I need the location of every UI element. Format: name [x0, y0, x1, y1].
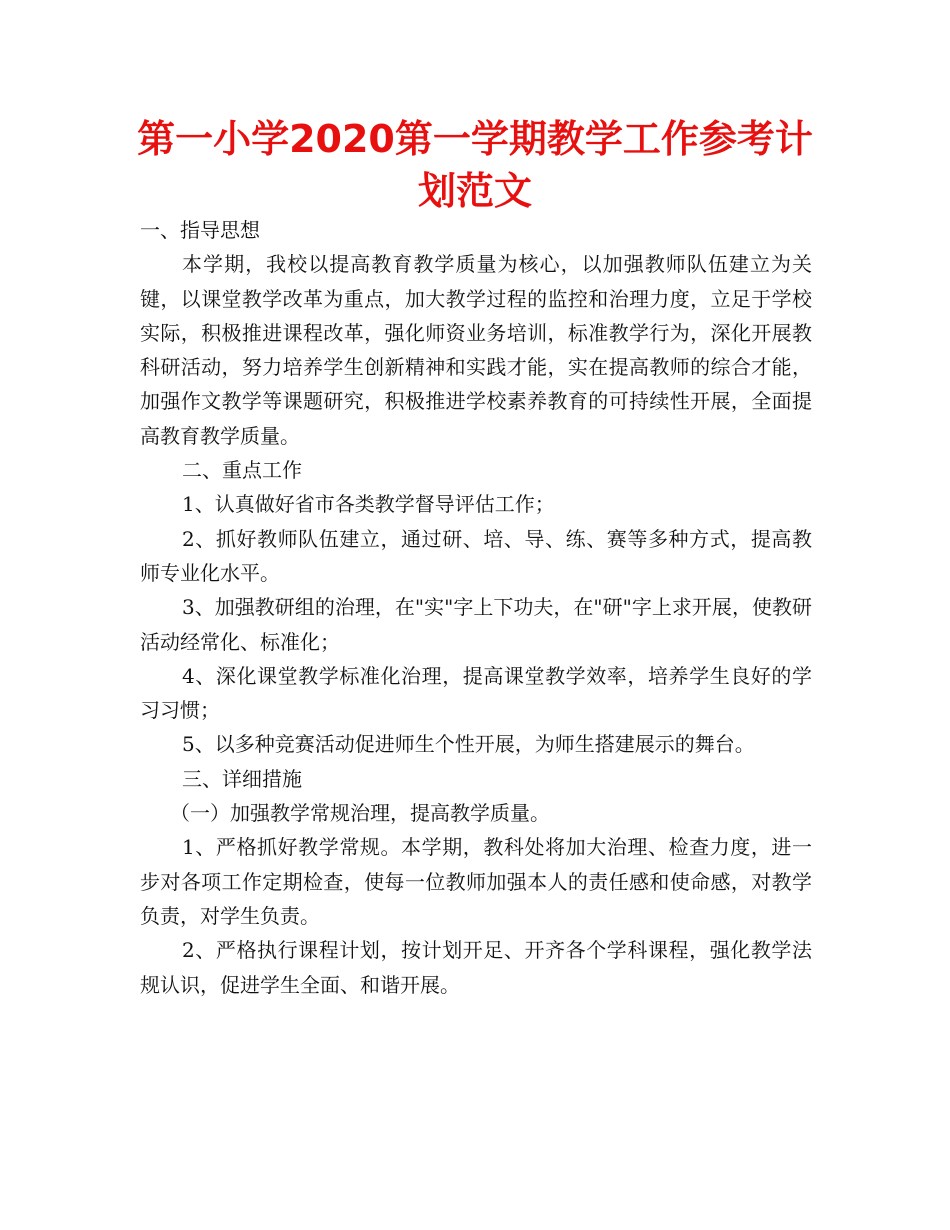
document-title: 第一小学2020第一学期教学工作参考计划范文: [137, 117, 813, 213]
list-item: 1、严格抓好教学常规。本学期，教科处将加大治理、检查力度，进一步对各项工作定期检查，使每一位教师加强本人的责任感和使命感，对教学负责，对学生负责。: [140, 835, 812, 928]
list-item: 2、抓好教师队伍建立，通过研、培、导、练、赛等多种方式，提高教师专业化水平。: [140, 526, 812, 585]
subheading-routine-management: （一）加强教学常规治理，提高教学质量。: [170, 801, 550, 826]
heading-measures: 三、详细措施: [182, 766, 302, 791]
document-body: [140, 213, 812, 1002]
heading-key-work: 二、重点工作: [182, 458, 302, 483]
list-item: 3、加强教研组的治理，在"实"字上下功夫，在"研"字上求开展，使教研活动经常化、标准化；: [140, 595, 812, 654]
list-item: 5、以多种竞赛活动促进师生个性开展，为师生搭建展示的舞台。: [182, 732, 755, 757]
list-item: 4、深化课堂教学标准化治理，提高课堂教学效率，培养学生良好的学习习惯；: [140, 663, 812, 723]
heading-guiding-thought: 一、指导思想: [140, 218, 260, 242]
list-item: 1、认真做好省市各类教学督导评估工作；: [182, 492, 555, 517]
paragraph-guiding-thought: 本学期，我校以提高教育教学质量为核心，以加强教师队伍建立为关键，以课堂教学改革为重点，加大教学过程的监控和治理力度，立足于学校实际，积极推进课程改革，强化师资业务培训，标准教学行为，深化开展教科研活动，努力培养学生创新精神和实践才能，实在提高教师的综合才能，加强作文教学等课题研究，积极推进学校素养教育的可持续性开展，全面提高教育教学质量。: [140, 252, 812, 448]
list-item: 2、严格执行课程计划，按计划开足、开齐各个学科课程，强化教学法规认识，促进学生全面、和谐开展。: [140, 938, 812, 997]
